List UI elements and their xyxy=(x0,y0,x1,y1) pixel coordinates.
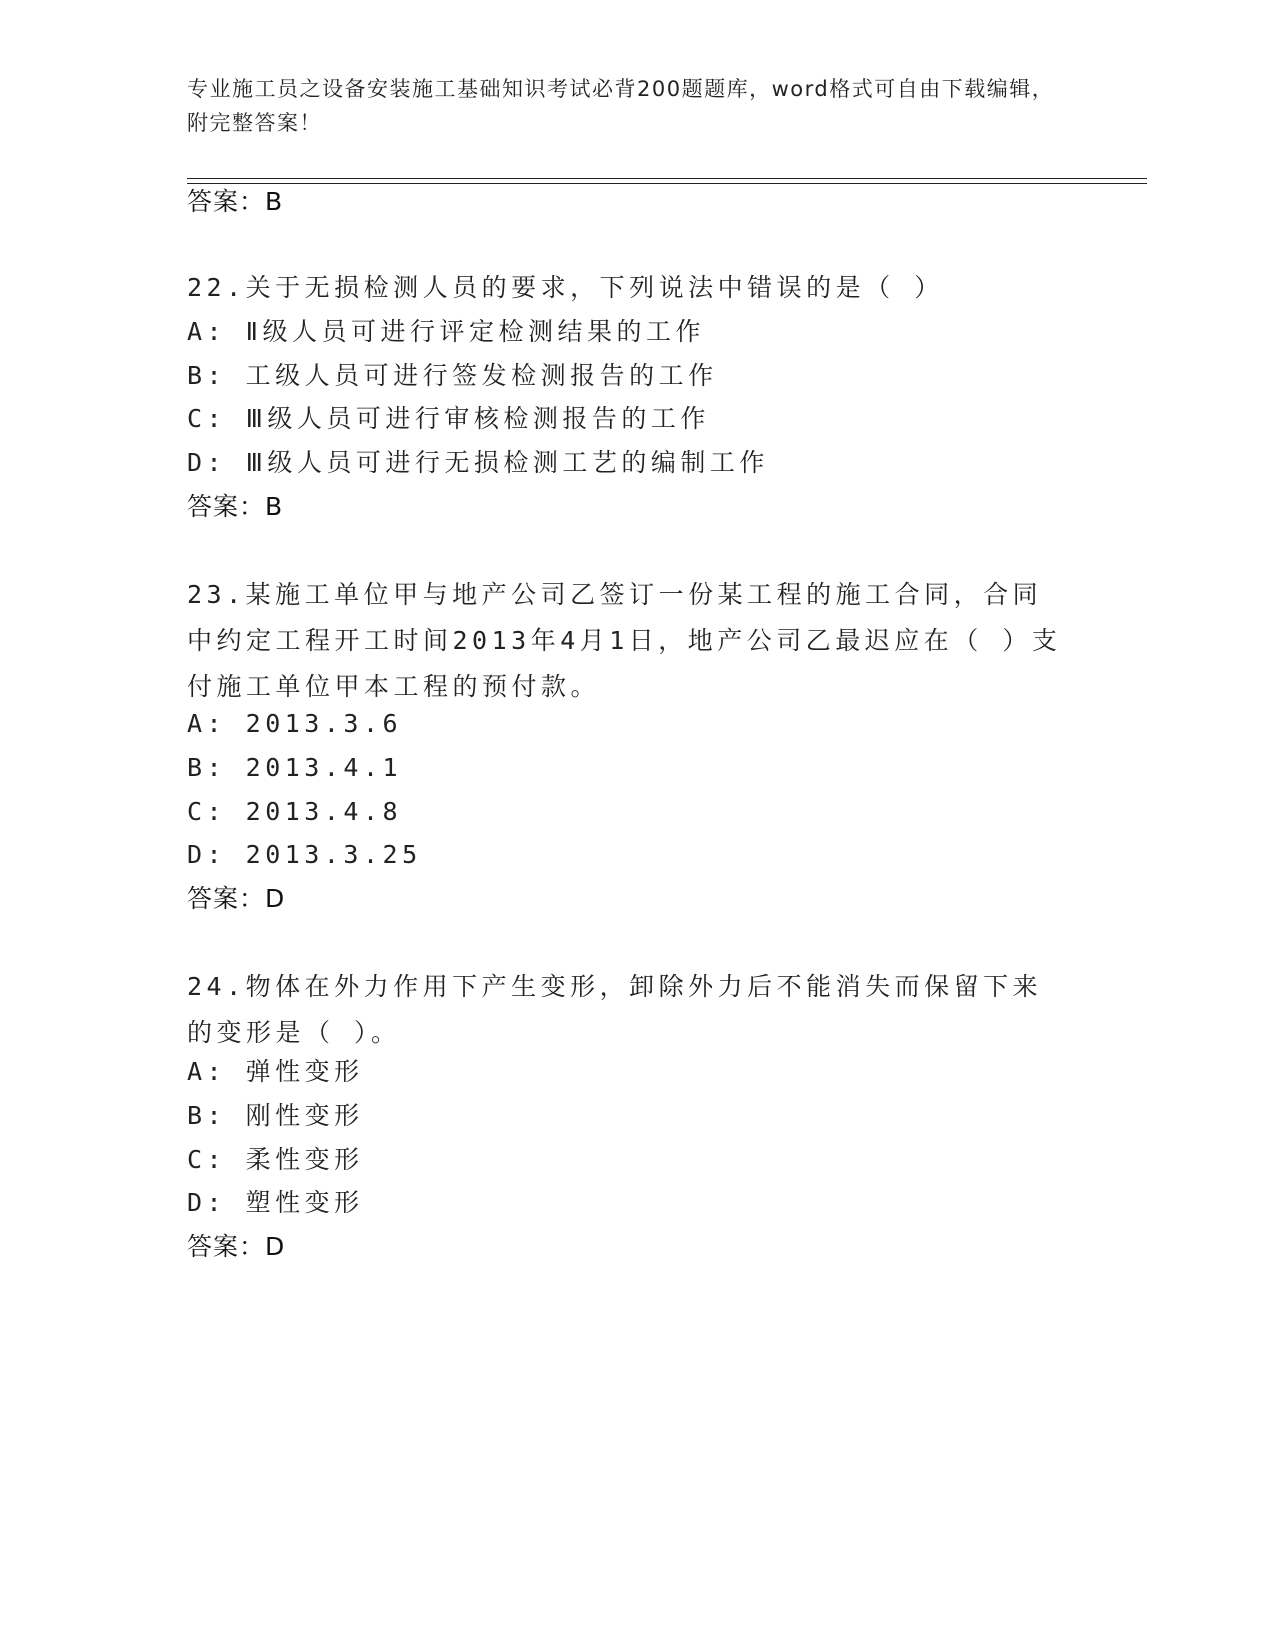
question-24-text: 24.物体在外力作用下产生变形，卸除外力后不能消失而保留下来的变形是（ ）。 xyxy=(187,972,1043,1047)
question-22-option-a: A: Ⅱ级人员可进行评定检测结果的工作 xyxy=(187,317,705,346)
question-22-option-c: C: Ⅲ级人员可进行审核检测报告的工作 xyxy=(187,404,710,433)
question-24-answer: 答案：D xyxy=(187,1232,286,1261)
question-23-answer: 答案：D xyxy=(187,884,286,913)
question-23-option-d: D: 2013.3.25 xyxy=(187,840,422,869)
header-divider-top xyxy=(187,178,1147,179)
previous-answer: 答案：B xyxy=(187,187,284,216)
question-23-option-a: A: 2013.3.6 xyxy=(187,709,403,738)
question-22-option-d: D: Ⅲ级人员可进行无损检测工艺的编制工作 xyxy=(187,448,769,477)
question-22-option-b: B: 工级人员可进行签发检测报告的工作 xyxy=(187,361,718,390)
question-24-option-c: C: 柔性变形 xyxy=(187,1145,364,1174)
header-divider-bottom xyxy=(187,183,1147,184)
question-24-option-a: A: 弹性变形 xyxy=(187,1057,364,1086)
question-22-answer: 答案：B xyxy=(187,492,284,521)
question-23-text: 23.某施工单位甲与地产公司乙签订一份某工程的施工合同，合同中约定工程开工时间2013年4月1日，地产公司乙最迟应在（ ）支付施工单位甲本工程的预付款。 xyxy=(187,580,1062,701)
question-24-option-b: B: 刚性变形 xyxy=(187,1101,364,1130)
question-23-option-b: B: 2013.4.1 xyxy=(187,753,403,782)
question-22-text: 22.关于无损检测人员的要求，下列说法中错误的是（ ） xyxy=(187,273,944,302)
question-23-option-c: C: 2013.4.8 xyxy=(187,797,403,826)
question-24-option-d: D: 塑性变形 xyxy=(187,1188,364,1217)
document-header: 专业施工员之设备安装施工基础知识考试必背200题题库，word格式可自由下载编辑，附完整答案！ xyxy=(187,77,1055,135)
